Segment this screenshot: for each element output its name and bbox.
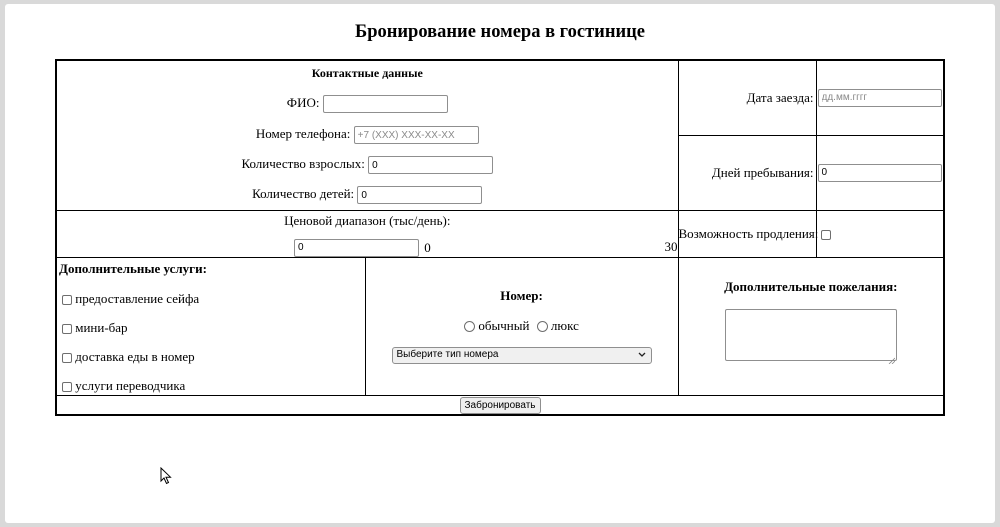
services-section — [56, 257, 365, 395]
service-label: мини-бар — [75, 319, 128, 335]
room-type-select-value: Выберите тип номера — [396, 349, 499, 361]
service-item-safe[interactable] — [59, 291, 365, 307]
days-field[interactable] — [818, 164, 942, 182]
room-radio-regular[interactable] — [464, 321, 475, 332]
room-section — [365, 257, 678, 395]
extension-label: Возможность продления: — [678, 225, 819, 241]
resize-grip-icon[interactable] — [888, 352, 895, 359]
checkin-input-cell — [816, 60, 944, 135]
wishes-heading: Дополнительные пожелания: — [724, 279, 898, 294]
service-item-translator[interactable] — [59, 378, 365, 394]
room-type-select[interactable] — [392, 347, 652, 364]
adults-field[interactable] — [368, 156, 493, 174]
checkin-date-field[interactable] — [818, 89, 942, 107]
page-title: Бронирование номера в гостинице — [354, 22, 646, 42]
wishes-textarea[interactable] — [725, 309, 897, 361]
room-option-regular-label: обычный — [478, 317, 530, 333]
price-section — [56, 210, 678, 257]
service-checkbox[interactable] — [62, 353, 72, 363]
children-label: Количество детей: — [252, 186, 355, 202]
price-max-label: 30 — [664, 238, 678, 254]
contacts-section — [56, 60, 678, 210]
service-item-minibar[interactable] — [59, 320, 365, 336]
submit-button[interactable]: Забронировать — [460, 397, 541, 414]
chevron-down-icon — [638, 348, 646, 365]
phone-field[interactable] — [354, 126, 479, 144]
wishes-section — [678, 257, 944, 395]
service-checkbox[interactable] — [62, 295, 72, 305]
service-label: предоставление сейфа — [75, 290, 200, 306]
extension-checkbox[interactable] — [821, 230, 831, 240]
services-heading: Дополнительные услуги: — [59, 260, 207, 276]
phone-label: Номер телефона: — [255, 126, 351, 142]
extension-label-cell — [678, 210, 819, 257]
extension-checkbox-cell — [816, 210, 944, 257]
service-checkbox[interactable] — [62, 324, 72, 334]
room-heading: Номер: — [500, 287, 543, 303]
days-label: Дней пребывания: — [711, 164, 814, 180]
browser-viewport — [5, 4, 995, 523]
room-radio-lux[interactable] — [537, 321, 548, 332]
price-min-label: 0 — [424, 239, 431, 255]
contacts-heading: Контактные данные — [311, 66, 423, 80]
price-input[interactable] — [294, 239, 419, 257]
service-item-room-delivery[interactable] — [59, 349, 365, 365]
children-field[interactable] — [357, 186, 482, 204]
service-checkbox[interactable] — [62, 382, 72, 392]
checkin-label: Дата заезда: — [746, 89, 814, 105]
price-label: Ценовой диапазон (тыс/день): — [284, 212, 451, 228]
days-input-cell — [816, 135, 944, 210]
service-label: доставка еды в номер — [75, 348, 195, 364]
mouse-cursor-icon — [160, 467, 172, 485]
room-option-lux-label: люкс — [550, 317, 579, 333]
booking-form — [55, 59, 945, 416]
adults-label: Количество взрослых: — [241, 156, 365, 172]
submit-cell — [56, 395, 944, 415]
fio-label: ФИО: — [286, 95, 320, 110]
days-label-cell — [678, 135, 816, 210]
fio-field[interactable] — [323, 95, 448, 113]
checkin-label-cell — [678, 60, 816, 135]
service-label: услуги переводчика — [75, 377, 186, 393]
